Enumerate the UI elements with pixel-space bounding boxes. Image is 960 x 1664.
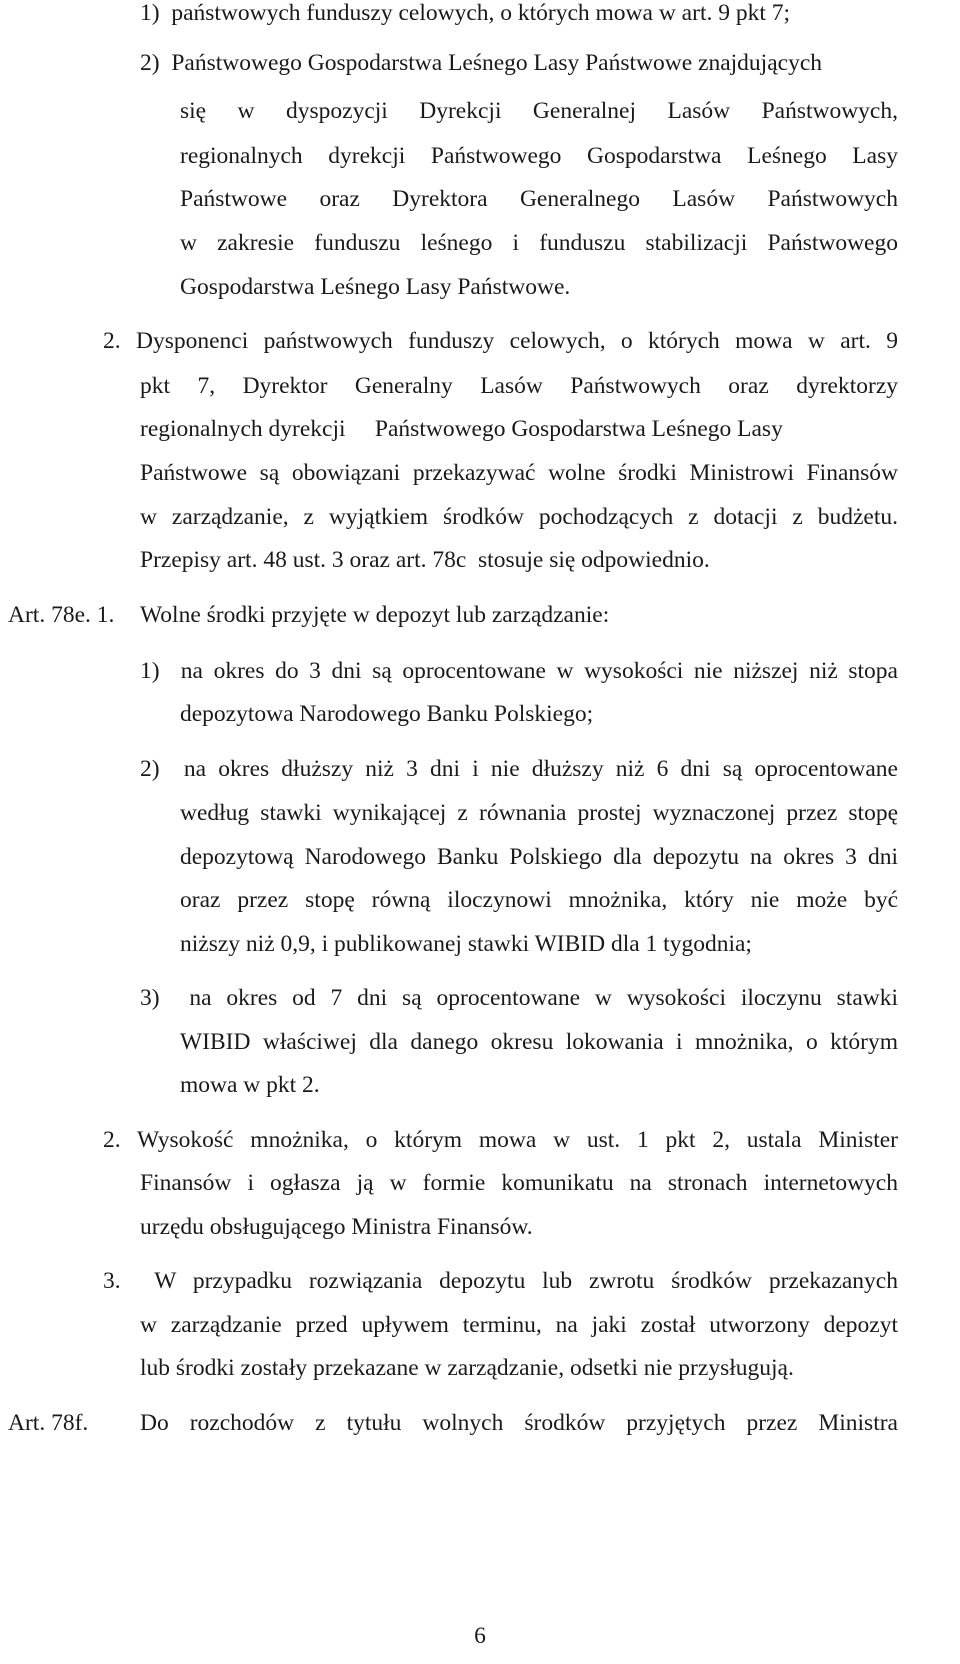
list-item: 1) państwowych funduszy celowych, o których mowa w art. 9 pkt 7;: [140, 0, 791, 26]
list-item: 2) na okres dłuższy niż 3 dni i nie dłuższy niż 6 dni są oprocentowane: [140, 756, 898, 782]
page-number: 6: [474, 1623, 486, 1649]
paragraph-line: regionalnych dyrekcji Państwowego Gospodarstwa Leśnego Lasy: [140, 416, 783, 442]
paragraph-line: Finansów i ogłasza ją w formie komunikatu na stronach internetowych: [140, 1170, 898, 1196]
paragraph-line: lub środki zostały przekazane w zarządzanie, odsetki nie przysługują.: [140, 1355, 794, 1381]
text-line: Gospodarstwa Leśnego Lasy Państwowe.: [180, 274, 571, 300]
text-line: niższy niż 0,9, i publikowanej stawki WIBID dla 1 tygodnia;: [180, 931, 752, 957]
paragraph-line: w zarządzanie przed upływem terminu, na jaki został utworzony depozyt: [140, 1312, 898, 1338]
article-text: Do rozchodów z tytułu wolnych środków przyjętych przez Ministra: [140, 1410, 898, 1436]
paragraph-line: 3. W przypadku rozwiązania depozytu lub zwrotu środków przekazanych: [103, 1268, 898, 1294]
paragraph-line: urzędu obsługującego Ministra Finansów.: [140, 1214, 533, 1240]
paragraph-line: pkt 7, Dyrektor Generalny Lasów Państwowych oraz dyrektorzy: [140, 373, 898, 399]
paragraph-line: 2. Wysokość mnożnika, o którym mowa w ust. 1 pkt 2, ustala Minister: [103, 1127, 898, 1153]
text-line: depozytowa Narodowego Banku Polskiego;: [180, 701, 594, 727]
text-line: Państwowe oraz Dyrektora Generalnego Lasów Państwowych: [180, 186, 898, 212]
text-line: się w dyspozycji Dyrekcji Generalnej Lasów Państwowych,: [180, 98, 898, 124]
text-line: w zakresie funduszu leśnego i funduszu stabilizacji Państwowego: [180, 230, 898, 256]
list-item: 1) na okres do 3 dni są oprocentowane w wysokości nie niższej niż stopa: [140, 658, 898, 684]
text-line: WIBID właściwej dla danego okresu lokowania i mnożnika, o którym: [180, 1029, 898, 1055]
article-intro: Wolne środki przyjęte w depozyt lub zarządzanie:: [140, 602, 610, 628]
text-line: według stawki wynikającej z równania prostej wyznaczonej przez stopę: [180, 800, 898, 826]
text-line: mowa w pkt 2.: [180, 1072, 320, 1098]
article-label: Art. 78f.: [8, 1410, 89, 1436]
paragraph-line: Przepisy art. 48 ust. 3 oraz art. 78c stosuje się odpowiednio.: [140, 547, 710, 573]
list-item: 3) na okres od 7 dni są oprocentowane w wysokości iloczynu stawki: [140, 985, 898, 1011]
paragraph-line: 2. Dysponenci państwowych funduszy celowych, o których mowa w art. 9: [103, 328, 898, 354]
text-line: oraz przez stopę równą iloczynowi mnożnika, który nie może być: [180, 887, 898, 913]
paragraph-line: Państwowe są obowiązani przekazywać wolne środki Ministrowi Finansów: [140, 460, 898, 486]
text-line: depozytową Narodowego Banku Polskiego dla depozytu na okres 3 dni: [180, 844, 898, 870]
paragraph-line: w zarządzanie, z wyjątkiem środków pochodzących z dotacji z budżetu.: [140, 504, 898, 530]
text-line: regionalnych dyrekcji Państwowego Gospodarstwa Leśnego Lasy: [180, 143, 898, 169]
article-label: Art. 78e. 1.: [8, 602, 115, 628]
list-item: 2) Państwowego Gospodarstwa Leśnego Lasy Państwowe znajdujących: [140, 50, 822, 76]
